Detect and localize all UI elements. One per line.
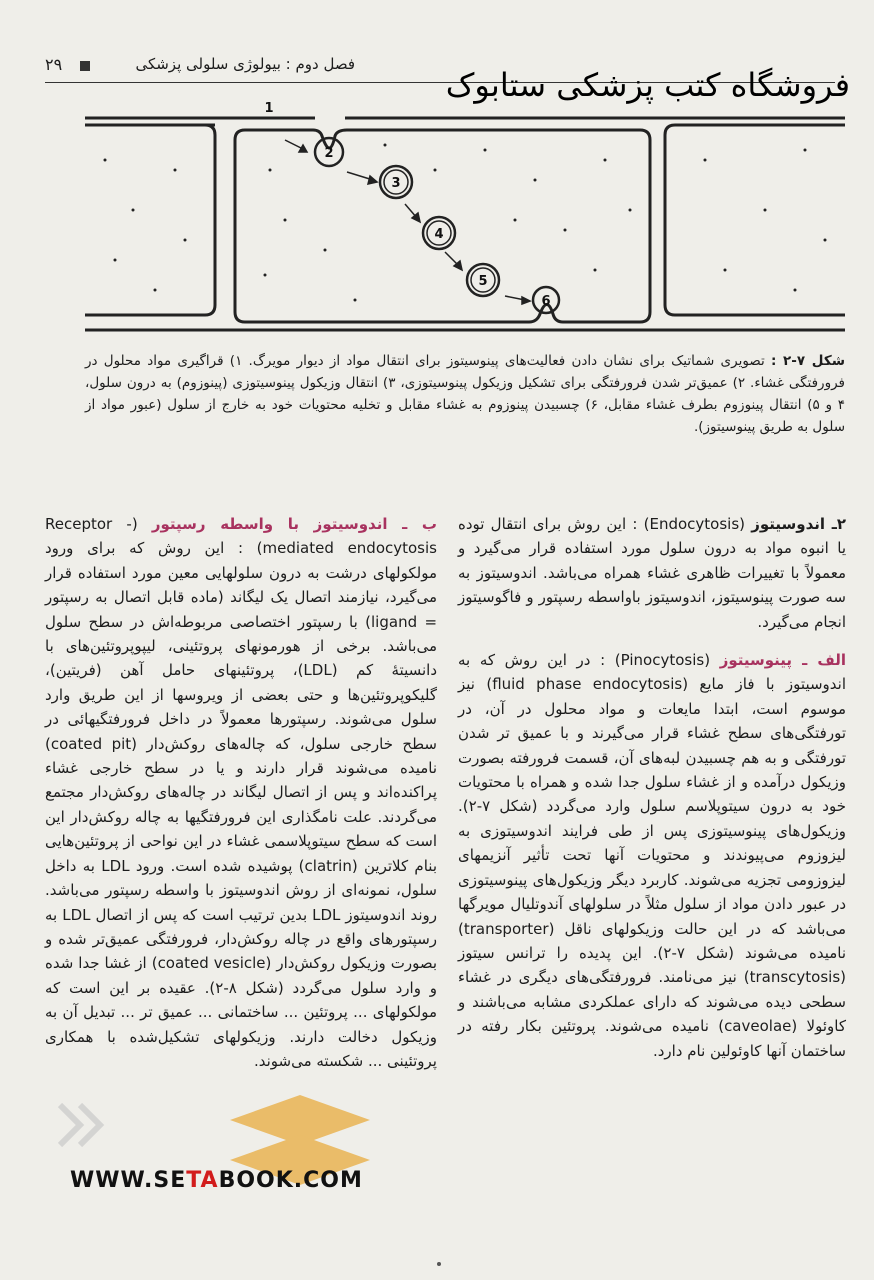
- receptor-endocytosis-heading: ب ـ اندوسیتوز با واسطه رسپتور: [151, 515, 437, 533]
- page-number: ۲۹: [45, 55, 63, 74]
- endocytosis-body: (Endocytosis) : این روش برای انتقال توده یا انبوه مواد به درون سلول مورد استفاده قرار می‌گیرد و معمولاً با تغییرات ظاهری غشاء همراه می‌باشد. اندوسیتوز به سه صورت پینوسیتوز، اندوسیتوز باواسطه رسپتور و فاگوسیتوز انجام می‌گیرد.: [458, 515, 846, 631]
- right-column: [458, 512, 846, 1077]
- left-cell-outline: [85, 125, 215, 315]
- label-4: 4: [434, 227, 444, 242]
- label-6: 6: [541, 294, 551, 309]
- pinocytosis-body: (Pinocytosis) : در این روش که به اندوسیتوز با فاز مایع (fluid phase endocytosis) نیز موسوم است، ابتدا مایعات و مواد محلول در آن، در تورفتگی‌های سطح غشاء قرار می‌گیرند و با عمیق تر شدن تورفتگی و به هم چسبیدن لبه‌های آن، قسمت فرورفته بصورت وزیکول درآمده و از غشاء سلول جدا شده و همراه با محتویات خود به درون سیتوپلاسم سلول وارد می‌گردد (شکل ۷-۲). وزیکول‌های پینوسیتوزی پس از طی فرایند اندوسیتوزی به لیزوزوم می‌پیوندند و محتویات آنها تحت تأثیر آنزیمهای لیزوزومی تجزیه می‌شوند. کاربرد دیگر وزیکول‌های پینوسیتوزی در عبور دادن مواد از سلول مثلاً در سلولهای آندوتلیال مویرگها می‌باشد که در این حالت وزیکولهای ناقل (transporter) نامیده می‌شوند (شکل ۷-۲). این پدیده را ترانس سیتوز (transcytosis) نیز می‌نامند. فرورفتگی‌های دیگری در غشاء سطحی دیده می‌شوند که دارای عملکردی مشابه می‌باشند و کاوئولا (caveolae) نامیده می‌شوند. پروتئین بکار رفته در ساختمان آنها کاوئولین نام دارد.: [458, 651, 847, 1060]
- label-1: 1: [264, 101, 274, 116]
- pinocytosis-heading: الف ـ پینوسیتوز: [719, 651, 846, 670]
- right-cell-outline: [665, 125, 845, 315]
- endocytosis-heading: ۲ـ اندوسیتوز: [751, 515, 846, 533]
- endothelial-cell-outline: [235, 130, 650, 322]
- figure-caption: [85, 350, 845, 438]
- caption-text: تصویری شماتیک برای نشان دادن فعالیت‌های پینوسیتوز برای انتقال مواد از دیوار مویرگ. ۱) قراگیری مواد محلول در فرورفتگی غشاء. ۲) عمیق‌تر شدن فرورفتگی برای تشکیل وزیکول پینوسیتوزی، ۳) انتقال وزیکول پینوسیتوزی (پینوزوم) به درون سلول، ۴ و ۵) انتقال پینوزوم بطرف غشاء مقابل، ۶) چسبیدن پینوزوم به غشاء مقابل و تخلیه محتویات خود به خارج از سلول (عبور مواد از سلول به طریق پینوسیتوز).: [85, 353, 845, 435]
- chapter-title: فصل دوم : بیولوژی سلولی پزشکی: [135, 55, 355, 73]
- store-banner: فروشگاه کتب پزشکی ستابوک: [445, 66, 850, 104]
- header-square-icon: [80, 61, 90, 71]
- caption-label: شکل ۷-۲ :: [771, 353, 845, 369]
- receptor-endocytosis-paragraph: [45, 512, 437, 1073]
- left-column: [45, 512, 437, 1087]
- pinocytosis-figure: [85, 100, 845, 345]
- watermark-url: WWW.SETABOOK.COM: [70, 1168, 363, 1193]
- label-5: 5: [478, 274, 488, 289]
- label-2: 2: [324, 146, 334, 161]
- bottom-dot: [437, 1262, 441, 1266]
- pinocytosis-paragraph: [458, 648, 846, 1063]
- label-3: 3: [391, 176, 401, 191]
- endocytosis-paragraph: [458, 512, 846, 634]
- receptor-endocytosis-body: (Receptor - mediated endocytosis) : این روش که برای ورود مولکولهای درشت به درون سلولهایی معین مورد استفاده قرار می‌گیرد، نیازمند اتصال یک لیگاند (ماده قابل اتصال به رسپتور = ligand) با رسپتور اختصاصی مربوطه‌اش در سطح سلول می‌باشد. برخی از هورمونهای پروتئینی، لیپوپروتئین‌های با دانسیتهٔ کم (LDL)، پروتئینهای حامل آهن (فریتین)، گلیکوپروتئین‌ها و حتی بعضی از ویروسها از این طریق وارد سلول می‌شوند. رسپتورها معمولاً در داخل فرورفتگیهائی در سطح خارجی سلول، که چاله‌های روکش‌دار (coated pit) نامیده می‌شوند قرار دارند و یا در سطح خارجی غشاء پراکنده‌اند و پس از اتصال لیگاند در چاله‌های روکش‌دار مجتمع می‌گردند. علت نامگذاری این فرورفتگیها به چاله روکش‌دار این است که سطح سیتوپلاسمی غشاء در این نواحی از پروتئین‌هایی بنام کلاترین (clatrin) پوشیده شده است. ورود LDL به داخل سلول، نمونه‌ای از روش اندوسیتوز با واسطه رسپتور می‌باشد. روند اندوسیتوز LDL بدین ترتیب است که پس از اتصال LDL به رسپتورهای واقع در چاله روکش‌دار، فرورفتگی عمیق‌تر شده و بصورت وزیکول روکش‌دار (coated vesicle) از غشا جدا شده و وارد سلول می‌گردد (شکل ۸-۲). عقیده بر این است که مولکولهای ... پروتئین ... ساختمانی ... عمیق تر ... تبدیل آن به وزیکول دخالت دارند. وزیکولهای تشکیل‌شده با همکاری پروتئینی ... شکسته می‌شوند.: [45, 515, 438, 1070]
